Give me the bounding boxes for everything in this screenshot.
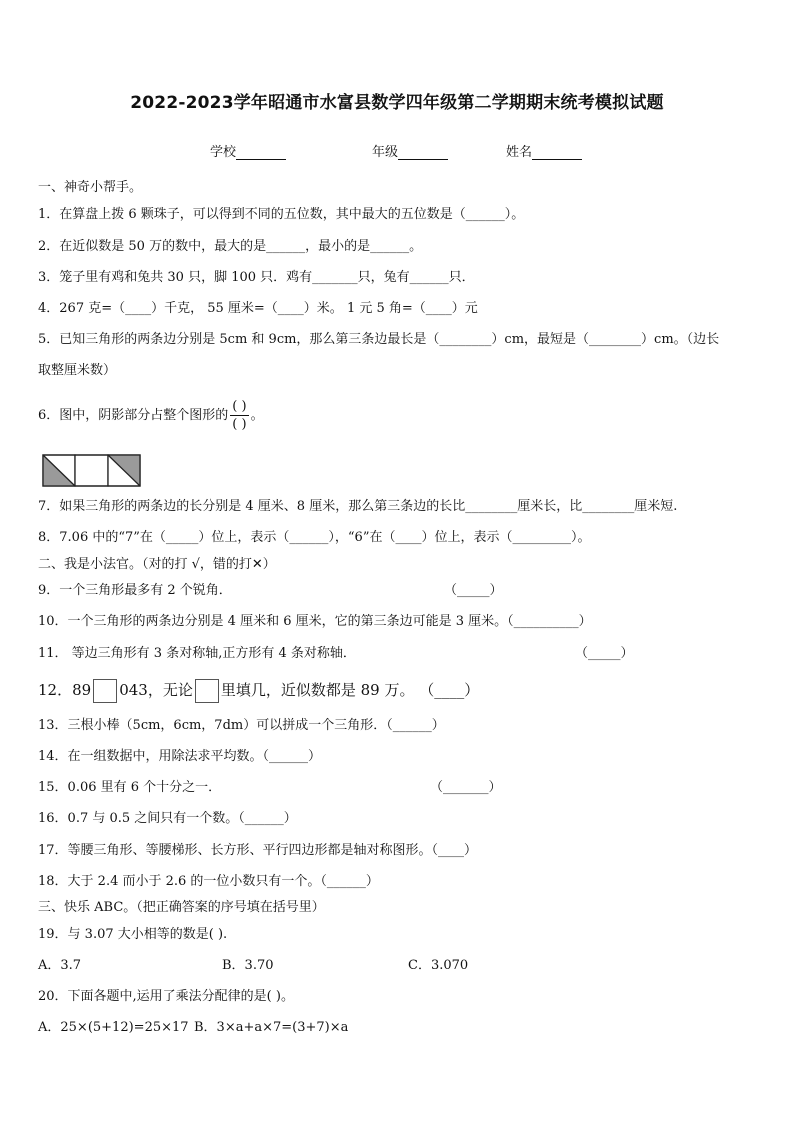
- question-1: 1．在算盘上拨 6 颗珠子，可以得到不同的五位数，其中最大的五位数是（______）。: [38, 207, 525, 222]
- page-title: 2022-2023学年昭通市水富县数学四年级第二学期期末统考模拟试题: [130, 93, 664, 113]
- question-9: 9．一个三角形最多有 2 个锐角．: [38, 583, 232, 598]
- question-19: 19．与 3.07 大小相等的数是( ).: [38, 927, 228, 942]
- name-blank[interactable]: [532, 146, 582, 160]
- name-field: [506, 141, 582, 160]
- question-8: 8．7.06 中的“7”在（_____）位上，表示（______），“6”在（____）位上，表示（_________）。: [38, 530, 591, 545]
- question-12-part-c: 里填几，近似数都是 89 万。 （____）: [220, 681, 480, 699]
- question-12-part-b: 043，无论: [119, 681, 193, 699]
- question-19-option-b[interactable]: B．3.70: [222, 958, 274, 973]
- fraction-numerator: ( ): [232, 399, 247, 414]
- school-field: [210, 141, 286, 160]
- grade-label: 年级: [372, 145, 399, 160]
- section-heading-3: 三、快乐 ABC。（把正确答案的序号填在括号里）: [38, 900, 325, 915]
- question-6-text: 6．图中，阴影部分占整个图形的: [38, 408, 229, 423]
- shaded-squares-figure: [42, 454, 142, 488]
- school-label: 学校: [210, 145, 237, 160]
- question-11-blank[interactable]: （_____）: [575, 646, 634, 661]
- fraction-denominator: ( ): [232, 417, 247, 432]
- section-heading-1: 一、神奇小帮手。: [38, 180, 143, 195]
- question-14: 14．在一组数据中，用除法求平均数。（______）: [38, 749, 322, 764]
- question-19-option-a[interactable]: A．3.7: [38, 958, 82, 973]
- answer-box-1[interactable]: [93, 679, 117, 703]
- question-4: 4．267 克=（____）千克， 55 厘米=（____）米。 1 元 5 角=（____）元: [38, 301, 478, 316]
- question-17: 17．等腰三角形、等腰梯形、长方形、平行四边形都是轴对称图形。（____）: [38, 843, 478, 858]
- question-12: [38, 679, 479, 703]
- question-11: 11． 等边三角形有 3 条对称轴,正方形有 4 条对称轴．: [38, 646, 356, 661]
- question-12-part-a: 12．89: [38, 681, 92, 699]
- question-2: 2．在近似数是 50 万的数中，最大的是______，最小的是______。: [38, 239, 423, 254]
- question-16: 16．0.7 与 0.5 之间只有一个数。（______）: [38, 811, 297, 826]
- fraction-blank[interactable]: [230, 398, 248, 433]
- question-5-continued: 取整厘米数）: [38, 363, 117, 378]
- school-blank[interactable]: [236, 146, 286, 160]
- question-9-blank[interactable]: （_____）: [444, 583, 503, 598]
- question-18: 18．大于 2.4 而小于 2.6 的一位小数只有一个。（______）: [38, 874, 379, 889]
- square-2: [75, 455, 108, 486]
- question-20-option-b[interactable]: B．3×a+a×7=(3+7)×a: [194, 1020, 349, 1035]
- answer-box-2[interactable]: [195, 679, 219, 703]
- question-6: [38, 398, 264, 433]
- grade-blank[interactable]: [398, 146, 448, 160]
- name-label: 姓名: [506, 145, 533, 160]
- question-3: 3．笼子里有鸡和兔共 30 只，脚 100 只．鸡有_______只，兔有______只．: [38, 270, 475, 285]
- question-20-option-a[interactable]: A．25×(5+12)=25×17: [38, 1020, 189, 1035]
- question-19-option-c[interactable]: C．3.070: [408, 958, 469, 973]
- question-6-end: 。: [250, 408, 264, 423]
- question-5: 5．已知三角形的两条边分别是 5cm 和 9cm，那么第三条边最长是（________）cm，最短是（________）cm。（边长: [38, 332, 720, 347]
- question-15: 15．0.06 里有 6 个十分之一．: [38, 780, 222, 795]
- question-10: 10．一个三角形的两条边分别是 4 厘米和 6 厘米，它的第三条边可能是 3 厘米。（__________）: [38, 614, 592, 629]
- question-7: 7．如果三角形的两条边的长分别是 4 厘米、8 厘米，那么第三条边的长比________厘米长，比________厘米短.: [38, 499, 678, 514]
- question-15-blank[interactable]: （_______）: [430, 780, 502, 795]
- question-13: 13．三根小棒（5cm，6cm，7dm）可以拼成一个三角形．（______）: [38, 718, 445, 733]
- grade-field: [372, 141, 448, 160]
- question-20: 20．下面各题中,运用了乘法分配律的是( )。: [38, 989, 294, 1004]
- section-heading-2: 二、我是小法官。（对的打 √，错的打✕）: [38, 557, 276, 572]
